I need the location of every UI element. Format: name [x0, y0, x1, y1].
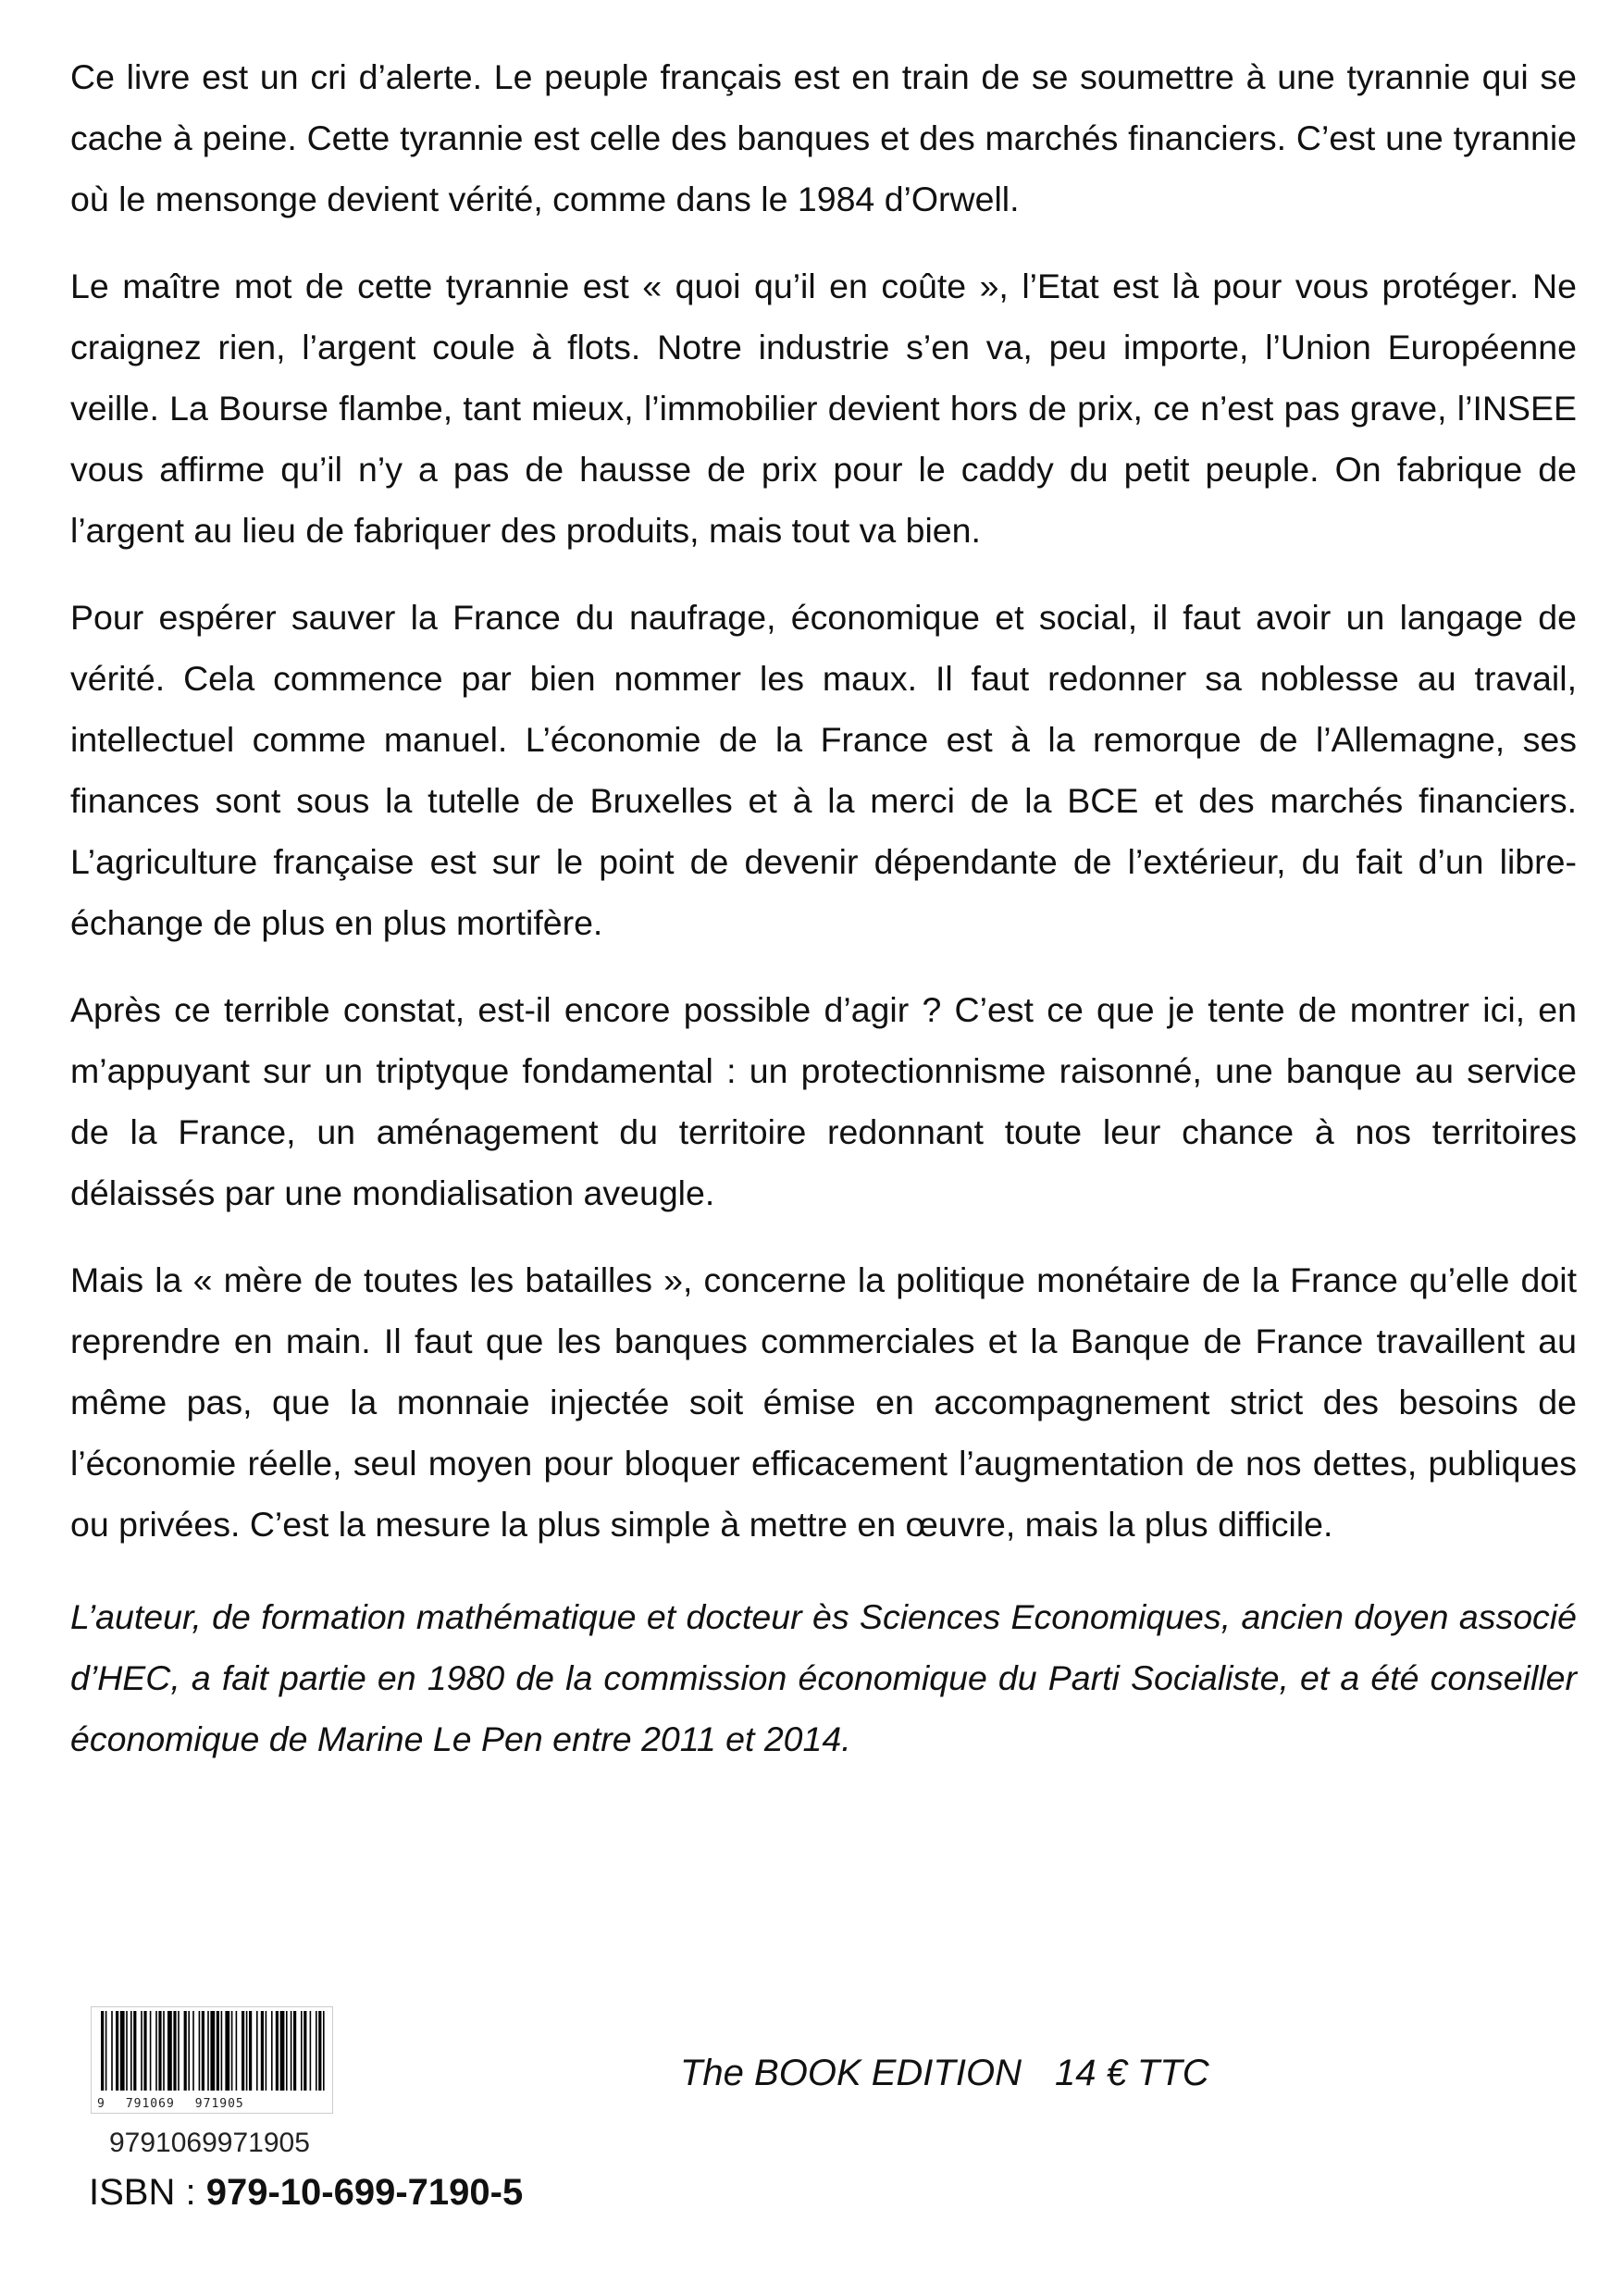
- barcode-bar: [242, 2011, 244, 2091]
- barcode-bar: [199, 2011, 201, 2091]
- author-bio: L’auteur, de formation mathématique et docteur ès Sciences Economiques, ancien doyen associé d’HEC, a fait partie en 1980 de la commission économique du Parti Socialiste, et a été conseiller économique de Marine Le Pen entre 2011 et 2014.: [70, 1597, 1577, 1758]
- barcode-bar: [141, 2011, 142, 2091]
- barcode-bar: [143, 2011, 146, 2091]
- paragraph-1: Ce livre est un cri d’alerte. Le peuple français est en train de se soumettre à une tyrannie qui se cache à peine. Cette tyrannie est celle des banques et des marchés financiers. C’est une tyrannie où le mensonge devient vérité, comme dans le 1984 d’Orwell.: [70, 57, 1577, 218]
- paragraph-5: Mais la « mère de toutes les batailles », concerne la politique monétaire de la France qu’elle doit reprendre en main. Il faut que les banques commerciales et la Banque de France travaillent au même pas, que la monnaie injectée soit émise en accompagnement strict des besoins de l’économie réelle, seul moyen pour bloquer efficacement l’augmentation de nos dettes, publiques ou privées. C’est la mesure la plus simple à mettre en œuvre, mais la plus difficile.: [70, 1260, 1577, 1544]
- publisher-name: The BOOK EDITION: [680, 2053, 1022, 2093]
- barcode-bar: [304, 2011, 306, 2091]
- publisher-line: [680, 2053, 1209, 2094]
- barcode-bar: [188, 2011, 190, 2091]
- barcode-bar: [221, 2011, 223, 2091]
- barcode-bar: [155, 2011, 157, 2091]
- barcode-bar: [246, 2011, 248, 2091]
- barcode-bar: [316, 2011, 317, 2091]
- barcode-bar: [207, 2011, 209, 2091]
- barcode-bar: [286, 2011, 288, 2091]
- barcode-bar: [210, 2011, 215, 2091]
- summary-text: [70, 46, 1577, 1769]
- paragraph-2: Le maître mot de cette tyrannie est « quoi qu’il en coûte », l’Etat est là pour vous protéger. Ne craignez rien, l’argent coule à flots. Notre industrie s’en va, peu importe, l’Union Européenne veille. La Bourse flambe, tant mieux, l’immobilier devient hors de prix, ce n’est pas grave, l’INSEE vous affirme qu’il n’y a pas de hausse de prix pour le caddy du petit peuple. On fabrique de l’argent au lieu de fabriquer des produits, mais tout va bien.: [70, 267, 1577, 550]
- barcode-digits-group-2: 971905: [194, 2097, 244, 2111]
- barcode-bar: [310, 2011, 312, 2091]
- barcode-bar: [178, 2011, 180, 2091]
- isbn-value: 979-10-699-7190-5: [205, 2172, 524, 2213]
- barcode: [91, 2006, 350, 2114]
- barcode-bar: [126, 2011, 128, 2091]
- barcode-bar: [150, 2011, 152, 2091]
- barcode-bar: [202, 2011, 204, 2091]
- isbn-label: ISBN :: [89, 2172, 206, 2213]
- barcode-bar: [163, 2011, 165, 2091]
- barcode-bar: [158, 2011, 161, 2091]
- barcode-bar: [261, 2011, 264, 2091]
- barcode-bar: [217, 2011, 219, 2091]
- barcode-bar: [266, 2011, 267, 2091]
- barcode-bar: [280, 2011, 285, 2091]
- barcode-bar: [116, 2011, 118, 2091]
- price: 14 € TTC: [1054, 2053, 1209, 2093]
- barcode-bar: [111, 2011, 113, 2091]
- barcode-bar: [236, 2011, 238, 2091]
- barcode-bar: [167, 2011, 172, 2091]
- paragraph-3: Pour espérer sauver la France du naufrage, économique et social, il faut avoir un langage de vérité. Cela commence par bien nommer les maux. Il faut redonner sa noblesse au travail, intellectuel comme manuel. L’économie de la France est à la remorque de l’Allemagne, ses finances sont sous la tutelle de Bruxelles et à la merci de la BCE et des marchés financiers. L’agriculture française est sur le point de devenir dépendante de l’extérieur, du fait d’un libre-échange de plus en plus mortifère.: [70, 598, 1577, 942]
- paragraph-4: Après ce terrible constat, est-il encore possible d’agir ? C’est ce que je tente de montrer ici, en m’appuyant sur un triptyque fondamental : un protectionnisme raisonné, une banque au service de la France, un aménagement du territoire redonnant toute leur chance à nos territoires délaissés par une mondialisation aveugle.: [70, 990, 1577, 1212]
- barcode-bar: [249, 2011, 252, 2091]
- barcode-bar: [293, 2011, 296, 2091]
- barcode-number: 9791069971905: [109, 2128, 310, 2158]
- barcode-bar: [105, 2011, 107, 2091]
- barcode-bar: [291, 2011, 292, 2091]
- barcode-image: [91, 2006, 333, 2114]
- barcode-bar: [120, 2011, 125, 2091]
- barcode-bar: [323, 2011, 325, 2091]
- barcode-bar: [192, 2011, 194, 2091]
- barcode-digits: [97, 2097, 244, 2111]
- barcode-bar: [318, 2011, 321, 2091]
- barcode-bars: [95, 2011, 328, 2091]
- barcode-bar: [271, 2011, 273, 2091]
- barcode-bar: [101, 2011, 104, 2091]
- barcode-bar: [301, 2011, 303, 2091]
- barcode-bar: [225, 2011, 229, 2091]
- barcode-digits-group-1: 791069: [125, 2097, 175, 2111]
- barcode-digit-lead: 9: [97, 2097, 105, 2111]
- barcode-bar: [184, 2011, 187, 2091]
- isbn-line: [89, 2172, 523, 2214]
- barcode-bar: [173, 2011, 176, 2091]
- barcode-bar: [256, 2011, 258, 2091]
- barcode-bar: [276, 2011, 279, 2091]
- barcode-bar: [133, 2011, 136, 2091]
- barcode-bar: [130, 2011, 132, 2091]
- barcode-bar: [231, 2011, 233, 2091]
